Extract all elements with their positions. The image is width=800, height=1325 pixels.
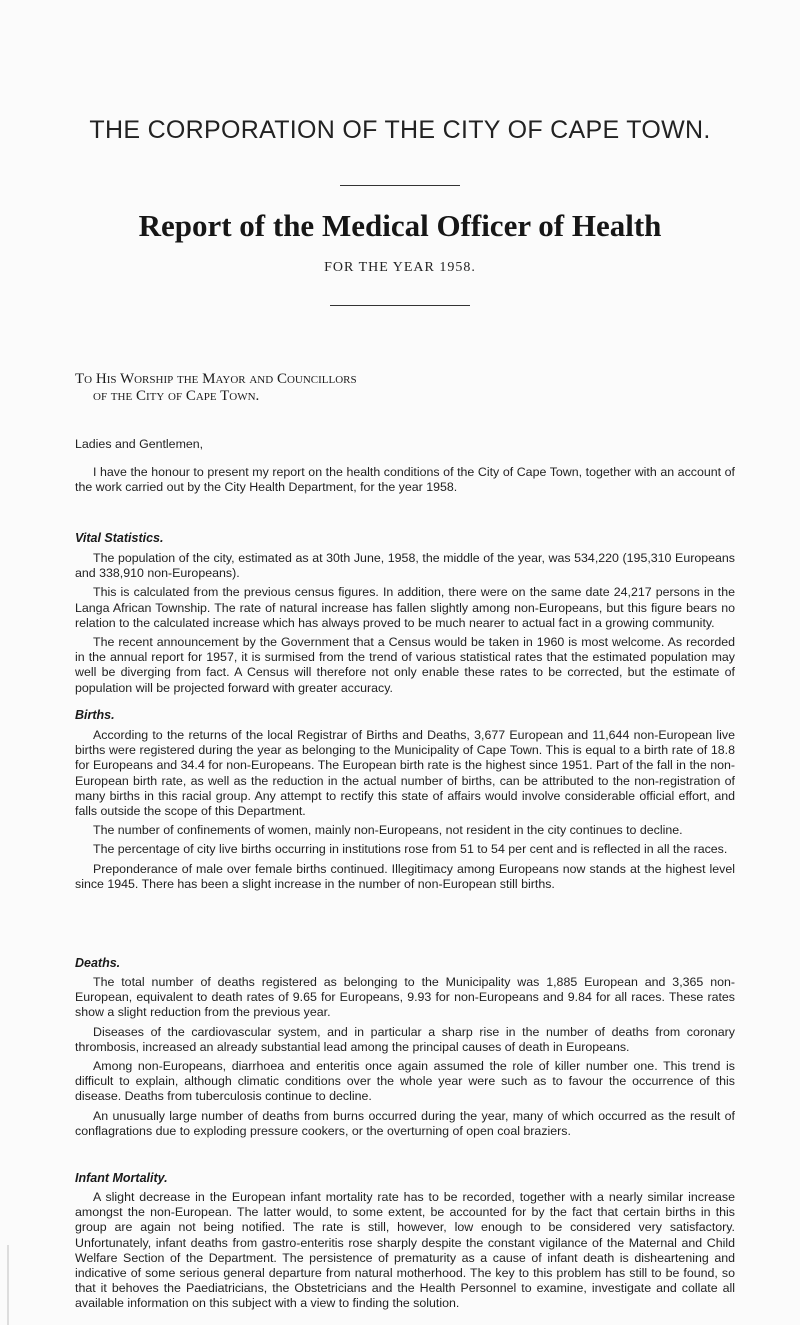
paragraph: An unusually large number of deaths from burns occurred during the year, many of which occurred as the result of conflagrations due to exploding pressure cookers, or the overturning of open coal braziers.: [75, 1108, 735, 1138]
divider-bottom: [330, 305, 470, 306]
salutation-text: Ladies and Gentlemen,: [75, 437, 204, 451]
section-heading-births: Births.: [75, 708, 115, 722]
paragraph: Among non-Europeans, diarrhoea and enteritis once again assumed the role of killer number one. This trend is difficult to explain, although climatic conditions over the whole year were such as to favour the occurrence of this disease. Deaths from tuberculosis continue to decline.: [75, 1059, 735, 1104]
intro-paragraph-block: [75, 465, 735, 499]
paragraph: The percentage of city live births occurring in institutions rose from 51 to 54 per cent and is reflected in all the races.: [93, 842, 728, 857]
section-infant-mortality: [75, 1190, 735, 1316]
paragraph: Diseases of the cardiovascular system, and in particular a sharp rise in the number of deaths from coronary thrombosis, increased an already substantial lead among the principal causes of death in Europeans.: [75, 1024, 735, 1054]
salutation: [75, 437, 735, 456]
scan-edge-mark: [7, 1245, 9, 1325]
report-subtitle: FOR THE YEAR 1958.: [324, 260, 476, 275]
section-heading-deaths: Deaths.: [75, 956, 121, 970]
paragraph: This is calculated from the previous census figures. In addition, there were on the same date 24,217 persons in the Langa African Township. The rate of natural increase has fallen slightly among non-Europeans, but this figure bears no relation to the calculated increase which has always proved to be much nearer to actual fact in a growing community.: [75, 585, 735, 630]
intro-paragraph: I have the honour to present my report on the health conditions of the City of Cape Town, together with an account of the work carried out by the City Health Department, for the year 1958.: [75, 465, 735, 495]
paragraph: The total number of deaths registered as belonging to the Municipality was 1,885 European and 3,365 non-European, equivalent to death rates of 9.65 for Europeans, 9.93 for non-Europeans and 9.84 for all races. These rates show a slight reduction from the previous year.: [75, 975, 735, 1020]
paragraph: The recent announcement by the Government that a Census would be taken in 1960 is most welcome. As recorded in the annual report for 1957, it is surmised from the trend of various statistical rates that the estimated population may well be diverging from fact. A Census will therefore not only enable these rates to be corrected, but the estimate of population will be projected forward with greater accuracy.: [75, 635, 735, 695]
report-title: Report of the Medical Officer of Health: [138, 208, 662, 243]
paragraph: According to the returns of the local Registrar of Births and Deaths, 3,677 European and 11,644 non-European live births were registered during the year as belonging to the Municipality of Cape Town. This is equal to a birth rate of 18.8 for Europeans and 34.4 for non-Europeans. The European birth rate is the highest since 1951. Part of the fall in the non-European birth rate, as well as the reduction in the actual number of births, can be attributed to the non-registration of many births in this racial group. Any attempt to rectify this state of affairs would involve considerable official effort, and falls outside the scope of this Department.: [75, 728, 735, 819]
address-line-1: To His Worship the Mayor and Councillors: [75, 371, 357, 387]
address-block: [75, 371, 735, 405]
section-births: [75, 728, 735, 896]
section-deaths: [75, 975, 735, 1143]
paragraph: Preponderance of male over female births continued. Illegitimacy among Europeans now stands at the highest level since 1945. There has been a slight increase in the number of non-European still births.: [75, 861, 735, 891]
address-line-2: of the City of Cape Town.: [93, 388, 260, 404]
paragraph: A slight decrease in the European infant mortality rate has to be recorded, together with a nearly similar increase amongst the non-European. The latter would, to some extent, be accounted for by the fact that certain births in this group are again not being notified. The rate is still, however, low enough to be considered very satisfactory. Unfortunately, infant deaths from gastro-enteritis rose sharply despite the constant vigilance of the Maternal and Child Welfare Section of the Department. The persistence of prematurity as a cause of infant death is disheartening and indicative of some serious general departure from natural motherhood. The key to this problem has still to be found, so that it behoves the Paediatricians, the Obstetricians and the Health Personnel to examine, investigate and collate all available information on this subject with a view to finding the solution.: [75, 1190, 735, 1311]
section-heading-infant-mortality: Infant Mortality.: [75, 1171, 168, 1185]
section-heading-vital-statistics: Vital Statistics.: [75, 531, 164, 545]
paragraph: The population of the city, estimated as at 30th June, 1958, the middle of the year, was 534,220 (195,310 Europeans and 338,910 non-Europeans).: [75, 551, 735, 581]
divider-top: [340, 185, 460, 186]
corporation-heading: THE CORPORATION OF THE CITY OF CAPE TOWN.: [89, 116, 711, 144]
section-vital-statistics: [75, 551, 735, 700]
paragraph: The number of confinements of women, mainly non-Europeans, not resident in the city continues to decline.: [93, 823, 683, 838]
